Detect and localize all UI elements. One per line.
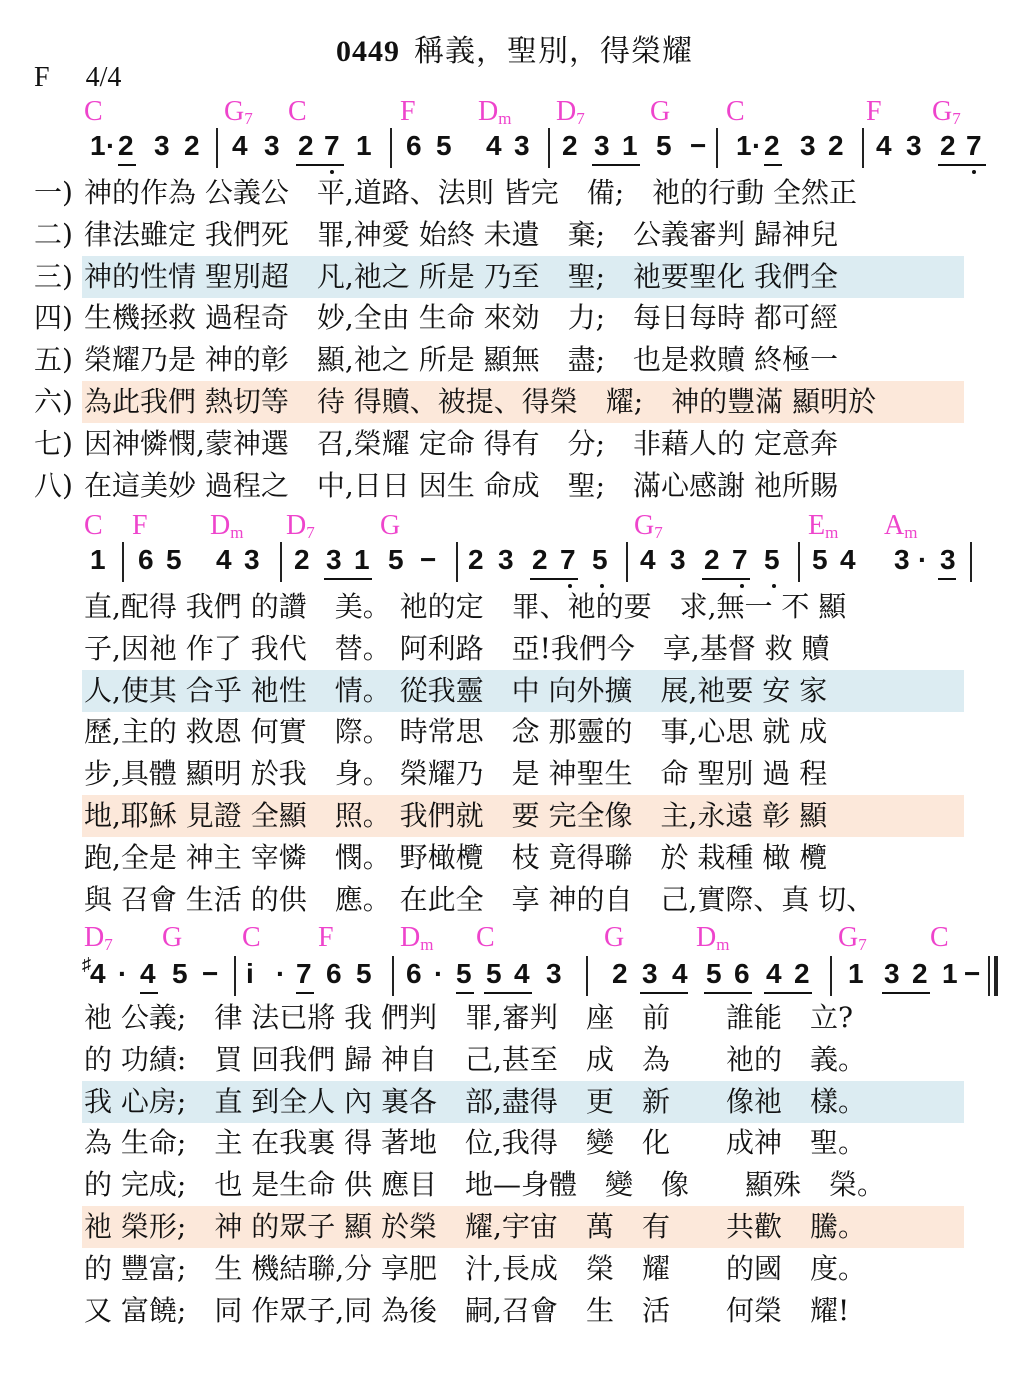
verse-label: 八) (34, 468, 73, 502)
verse-label: 一) (34, 176, 73, 209)
note: 2 (912, 958, 928, 989)
lyric-line (0, 256, 1029, 298)
note: 1 (90, 130, 106, 161)
note: 4 (640, 544, 656, 575)
note: 3 (154, 130, 170, 161)
lyric-line (0, 753, 1029, 795)
barline (392, 956, 394, 996)
lyric-line (0, 1206, 1029, 1248)
chord-symbol: C (84, 96, 103, 127)
beam-underline (764, 992, 812, 994)
beam-underline (938, 578, 956, 580)
note: 7 (324, 130, 340, 161)
barline (548, 128, 550, 168)
note: 2 (612, 958, 628, 989)
chord-symbol: $D_m$ (210, 510, 244, 542)
note: 3 (670, 544, 686, 575)
chord-symbol: $D_7$ (84, 922, 113, 954)
barline (970, 542, 972, 582)
verse-label: 七) (34, 426, 73, 460)
barline (122, 542, 124, 582)
lyric-text: 神的作為 公義公 平,道路、法則 皆完 備; 祂的行動 全然正 (84, 176, 858, 209)
barline (830, 956, 832, 996)
lyric-text: 為此我們 熱切等 待 得贖、被提、得榮 耀; 神的豐滿 顯明於 (84, 385, 877, 418)
chord-symbol: $G_7$ (932, 96, 961, 128)
lyric-line (0, 339, 1029, 381)
lyric-line (0, 997, 1029, 1039)
lyric-line (0, 1248, 1029, 1290)
lyric-text: 的 豐富; 生 機結聯,分 享肥 汁,長成 榮 耀 的國 度。 (84, 1251, 866, 1285)
note: 2 (704, 544, 720, 575)
note: 1 (622, 130, 638, 161)
final-barline (994, 956, 998, 996)
chord-symbol: $D_m$ (696, 922, 730, 954)
note: 4 (486, 130, 502, 161)
note: 5 (456, 958, 472, 989)
note: 2 (118, 130, 134, 161)
lyric-text: 祂 公義; 律 法已將 我 們判 罪,審判 座 前 誰能 立? (84, 1001, 853, 1034)
barline (586, 956, 588, 996)
note: 2 (294, 544, 310, 575)
note: 5 (656, 130, 672, 161)
chord-symbol: C (476, 922, 495, 953)
chord-symbol: G (604, 922, 625, 953)
note: 2 (532, 544, 548, 575)
lyric-line (0, 1081, 1029, 1123)
lyric-line (0, 586, 1029, 628)
lyric-line (0, 879, 1029, 921)
note: 3 (884, 958, 900, 989)
lyric-text: 跑,全是 神主 宰憐 憫。 野橄欖 枝 竟得聯 於 栽種 橄 欖 (84, 840, 828, 874)
note: 5 (592, 544, 608, 575)
lyric-text: 在這美妙 過程之 中,日日 因生 命成 聖; 滿心感謝 祂所賜 (84, 468, 838, 502)
note: · (434, 958, 444, 989)
lyric-text: 直,配得 我們 的讚 美。 祂的定 罪、祂的要 求,無一 不 顯 (84, 590, 847, 623)
note: 6 (734, 958, 750, 989)
lyric-line (0, 670, 1029, 712)
note: 3 (498, 544, 514, 575)
beam-underline (324, 578, 372, 580)
chord-symbol: $A_m$ (884, 510, 918, 542)
chord-row-3 (0, 922, 1029, 952)
chord-symbol: $G_7$ (634, 510, 663, 542)
chord-symbol: G (380, 510, 401, 541)
note: 3 (940, 544, 956, 575)
note: 5 (172, 958, 188, 989)
chord-symbol: $D_m$ (400, 922, 434, 954)
note: ♯ (82, 954, 91, 974)
chord-row-2 (0, 510, 1029, 540)
barline (390, 128, 392, 168)
note: 5 (436, 130, 452, 161)
lyric-line (0, 1164, 1029, 1206)
note: 2 (794, 958, 810, 989)
note: 1 (354, 544, 370, 575)
note: 6 (326, 958, 342, 989)
chord-symbol: F (132, 510, 148, 541)
barline (716, 128, 718, 168)
lyric-text: 神的性情 聖別超 凡,祂之 所是 乃至 聖; 祂要聖化 我們全 (84, 259, 838, 293)
note: 3 (800, 130, 816, 161)
chord-symbol: F (400, 96, 416, 127)
barline (280, 542, 282, 582)
beam-underline (296, 164, 344, 166)
note: 6 (406, 130, 422, 161)
note: 5 (812, 544, 828, 575)
lyric-text: 與 召會 生活 的供 應。 在此全 享 神的自 己,實際、真 切、 (84, 882, 875, 916)
lyric-line (0, 837, 1029, 879)
note: 1 (848, 958, 864, 989)
beam-underline (484, 992, 532, 994)
note: 1 (356, 130, 372, 161)
note: 1 (90, 544, 106, 575)
chord-symbol: C (288, 96, 307, 127)
beam-underline (140, 992, 158, 994)
chord-symbol: G (162, 922, 183, 953)
lyric-line (0, 1122, 1029, 1164)
note: − (420, 544, 437, 575)
note: 5 (706, 958, 722, 989)
beam-underline (640, 992, 688, 994)
lyric-line (0, 795, 1029, 837)
note: 3 (264, 130, 280, 161)
lyric-line (0, 381, 1029, 423)
lyric-text: 人,使其 合乎 祂性 情。 從我靈 中 向外擴 展,祂要 安 家 (84, 673, 828, 707)
note: 4 (876, 130, 892, 161)
lyric-line (0, 423, 1029, 465)
beam-underline (592, 164, 640, 166)
note: 5 (764, 544, 780, 575)
key-signature: F (34, 62, 50, 93)
verse-label: 六) (34, 385, 73, 418)
note: 4 (140, 958, 156, 989)
note: · (276, 958, 286, 989)
note: 4 (216, 544, 232, 575)
note: 7 (296, 958, 312, 989)
note: 4 (766, 958, 782, 989)
note: 4 (514, 958, 530, 989)
note: − (690, 130, 707, 161)
note: 7 (732, 544, 748, 575)
note: 3 (594, 130, 610, 161)
notation-row-3 (0, 956, 1029, 996)
time-signature: 4/4 (85, 62, 122, 93)
lyric-text: 的 完成; 也 是生命 供 應目 地—身體 變 像 顯殊 榮。 (84, 1168, 886, 1202)
note: 2 (940, 130, 956, 161)
chord-symbol: C (242, 922, 261, 953)
lyric-text: 律法雖定 我們死 罪,神愛 始終 未遺 棄; 公義審判 歸神兒 (84, 217, 838, 251)
note: 5 (388, 544, 404, 575)
lyric-line (0, 711, 1029, 753)
note: 3 (244, 544, 260, 575)
lyric-line (0, 214, 1029, 256)
chord-symbol: G (650, 96, 671, 127)
note: 3 (326, 544, 342, 575)
note: 6 (138, 544, 154, 575)
note: · (118, 958, 128, 989)
lyric-text: 又 富饒; 同 作眾子,同 為後 嗣,召會 生 活 何榮 耀! (84, 1293, 850, 1327)
lyric-text: 我 心房; 直 到全人 內 裏各 部,盡得 更 新 像祂 樣。 (84, 1084, 866, 1118)
barline (456, 542, 458, 582)
beam-underline (702, 578, 750, 580)
note: − (202, 958, 219, 989)
beam-underline (530, 578, 578, 580)
verse-label: 四) (34, 301, 73, 335)
chord-symbol: $G_7$ (838, 922, 867, 954)
note: 2 (828, 130, 844, 161)
note: 4 (232, 130, 248, 161)
note: 2 (764, 130, 780, 161)
note: 6 (406, 958, 422, 989)
note: · (106, 130, 116, 161)
beam-underline (118, 164, 136, 166)
lyric-text: 子,因祂 作了 我代 替。 阿利路 亞!我們今 享,基督 救 贖 (84, 631, 830, 665)
chord-symbol: C (930, 922, 949, 953)
note: 2 (562, 130, 578, 161)
lyric-line (0, 172, 1029, 214)
note: 7 (560, 544, 576, 575)
lyric-line (0, 1039, 1029, 1081)
beam-underline (938, 164, 986, 166)
note: 4 (840, 544, 856, 575)
note: 4 (90, 958, 106, 989)
chord-symbol: $D_m$ (478, 96, 512, 128)
chord-symbol: F (318, 922, 334, 953)
barline (988, 956, 990, 996)
note: 5 (486, 958, 502, 989)
lyric-line (0, 1290, 1029, 1332)
notation-row-2 (0, 542, 1029, 582)
note: 3 (642, 958, 658, 989)
lyric-line (0, 297, 1029, 339)
chord-symbol: C (84, 510, 103, 541)
note: 3 (546, 958, 562, 989)
notation-row-1 (0, 128, 1029, 168)
beam-underline (456, 992, 474, 994)
note: − (964, 958, 981, 989)
note: 2 (298, 130, 314, 161)
note: 2 (468, 544, 484, 575)
note: 4 (672, 958, 688, 989)
note: 3 (514, 130, 530, 161)
lyric-text: 因神憐憫,蒙神選 召,榮耀 定命 得有 分; 非藉人的 定意奔 (84, 426, 838, 460)
chord-symbol: $D_7$ (556, 96, 585, 128)
barline (862, 128, 864, 168)
beam-underline (882, 992, 930, 994)
lyric-text: 生機拯救 過程奇 妙,全由 生命 來効 力; 每日每時 都可經 (84, 301, 838, 335)
chord-row-1 (0, 96, 1029, 126)
lyric-text: 步,具體 顯明 於我 身。 榮耀乃 是 神聖生 命 聖別 過 程 (84, 757, 828, 791)
lyric-text: 祂 榮形; 神 的眾子 顯 於榮 耀,宇宙 萬 有 共歡 騰。 (84, 1210, 866, 1243)
note: · (752, 130, 762, 161)
chord-symbol: $D_7$ (286, 510, 315, 542)
note: i (246, 958, 254, 989)
chord-symbol: $E_m$ (808, 510, 839, 542)
lyric-text: 歷,主的 救恩 何實 際。 時常思 念 那靈的 事,心思 就 成 (84, 715, 828, 749)
chord-symbol: $G_7$ (224, 96, 253, 128)
chord-symbol: F (866, 96, 882, 127)
barline (798, 542, 800, 582)
lyric-text: 的 功績: 買 回我們 歸 神自 己,甚至 成 為 祂的 義。 (84, 1042, 866, 1076)
note: 3 (906, 130, 922, 161)
lyric-text: 為 生命; 主 在我裏 得 著地 位,我得 變 化 成神 聖。 (84, 1126, 866, 1160)
beam-underline (296, 992, 314, 994)
verse-label: 三) (34, 259, 73, 293)
note: 2 (184, 130, 200, 161)
note: 1 (736, 130, 752, 161)
note: · (918, 544, 928, 575)
beam-underline (704, 992, 752, 994)
key-and-time-signature (34, 62, 157, 94)
verse-label: 二) (34, 217, 73, 251)
lyric-text: 榮耀乃是 神的彰 顯,祂之 所是 顯無 盡; 也是救贖 終極一 (84, 343, 838, 377)
hymn-title-text: 稱義，聖別，得榮耀 (414, 34, 693, 69)
hymn-number: 0449 (336, 35, 400, 68)
verse-label: 五) (34, 343, 73, 377)
note: 5 (356, 958, 372, 989)
lyric-line (0, 628, 1029, 670)
barline (234, 956, 236, 996)
note: 7 (966, 130, 982, 161)
note: 1 (942, 958, 958, 989)
chord-symbol: C (726, 96, 745, 127)
lyric-text: 地,耶穌 見證 全顯 照。 我們就 要 完全像 主,永遠 彰 顯 (84, 799, 828, 832)
barline (216, 128, 218, 168)
lyric-line (0, 465, 1029, 507)
barline (626, 542, 628, 582)
note: 5 (166, 544, 182, 575)
note: 3 (894, 544, 910, 575)
beam-underline (764, 164, 782, 166)
